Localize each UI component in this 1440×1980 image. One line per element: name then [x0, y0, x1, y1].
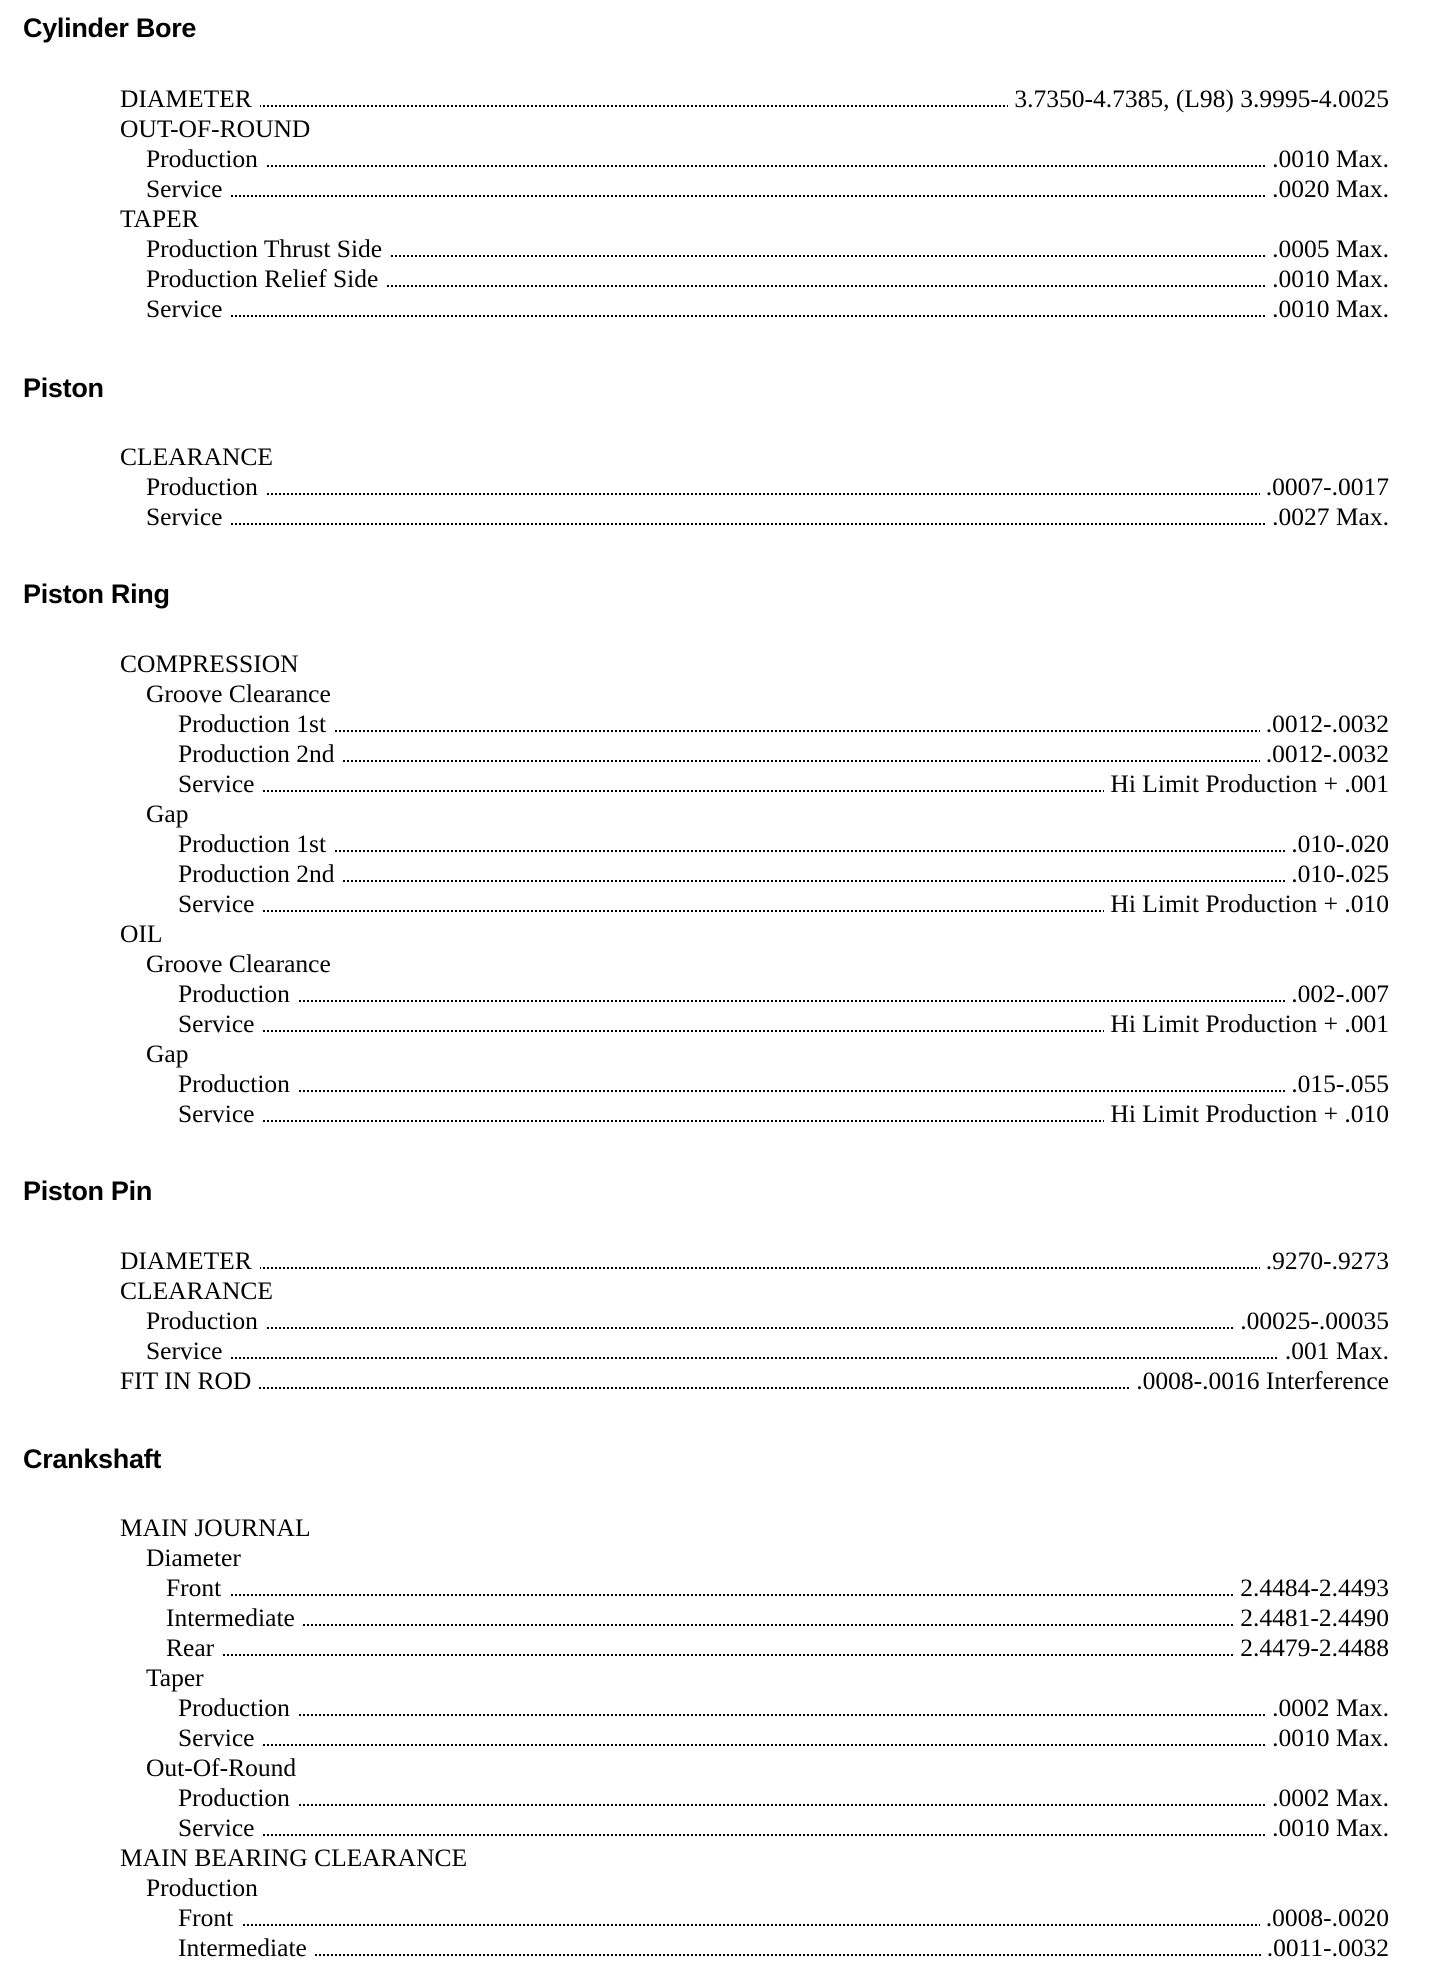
spec-row — [0, 1783, 1440, 1813]
dot-leader — [146, 523, 1389, 525]
spec-label: Groove Clearance — [146, 679, 331, 708]
section-heading: Piston Pin — [23, 1176, 153, 1206]
dot-leader — [178, 1000, 1389, 1002]
spec-value: .015-.055 — [1285, 1069, 1389, 1099]
dot-leader — [146, 315, 1389, 317]
spec-value: .0010 Max. — [1266, 144, 1389, 174]
spec-row — [0, 889, 1440, 919]
spec-label: Production — [178, 1693, 298, 1723]
spec-label: Service — [146, 502, 230, 532]
spec-label: Production — [178, 1069, 298, 1099]
spec-label: Production — [146, 472, 266, 502]
spec-label: CLEARANCE — [120, 1276, 273, 1305]
spec-label: Production 2nd — [178, 859, 343, 889]
spec-value: .0012-.0032 — [1260, 739, 1389, 769]
dot-leader — [178, 1714, 1389, 1716]
dot-leader — [120, 1267, 1389, 1269]
spec-row — [0, 859, 1440, 889]
spec-label: Gap — [146, 1039, 189, 1068]
spec-label: Production — [146, 1873, 258, 1902]
spec-label: Gap — [146, 799, 189, 828]
spec-label: CLEARANCE — [120, 442, 273, 471]
dot-leader — [178, 1834, 1389, 1836]
spec-subheading — [0, 1276, 1440, 1306]
spec-label: MAIN BEARING CLEARANCE — [120, 1843, 468, 1872]
spec-label: Service — [178, 1723, 262, 1753]
dot-leader — [178, 1654, 1389, 1656]
dot-leader — [146, 493, 1389, 495]
spec-label: OIL — [120, 919, 163, 948]
spec-label: MAIN JOURNAL — [120, 1513, 311, 1542]
dot-leader — [178, 1954, 1389, 1956]
spec-label: Production Thrust Side — [146, 234, 390, 264]
spec-value: .002-.007 — [1285, 979, 1389, 1009]
spec-label: Production — [146, 144, 266, 174]
spec-label: COMPRESSION — [120, 649, 299, 678]
spec-label: Service — [178, 1813, 262, 1843]
spec-row — [0, 84, 1440, 114]
spec-value: 2.4481-2.4490 — [1234, 1603, 1389, 1633]
spec-value: .001 Max. — [1279, 1336, 1389, 1366]
dot-leader — [146, 195, 1389, 197]
spec-row — [0, 1246, 1440, 1276]
spec-value: .0008-.0016 Interference — [1130, 1366, 1389, 1396]
spec-row — [0, 1693, 1440, 1723]
spec-value: .010-.020 — [1285, 829, 1389, 859]
spec-row — [0, 739, 1440, 769]
spec-value: .0007-.0017 — [1260, 472, 1389, 502]
spec-subheading — [0, 1543, 1440, 1573]
dot-leader — [146, 165, 1389, 167]
dot-leader — [178, 1090, 1389, 1092]
spec-subheading — [0, 1663, 1440, 1693]
spec-value: .0010 Max. — [1266, 294, 1389, 324]
spec-subheading — [0, 1039, 1440, 1069]
spec-row — [0, 1633, 1440, 1663]
section-heading: Cylinder Bore — [23, 13, 197, 43]
spec-label: Service — [146, 1336, 230, 1366]
spec-label: Production Relief Side — [146, 264, 386, 294]
spec-label: Service — [178, 1009, 262, 1039]
spec-label: TAPER — [120, 204, 199, 233]
spec-value: .0012-.0032 — [1260, 709, 1389, 739]
dot-leader — [146, 1357, 1389, 1359]
spec-row — [0, 1723, 1440, 1753]
dot-leader — [146, 1327, 1389, 1329]
spec-row — [0, 979, 1440, 1009]
spec-value: Hi Limit Production + .001 — [1104, 769, 1389, 799]
spec-value: 2.4479-2.4488 — [1234, 1633, 1389, 1663]
dot-leader — [178, 730, 1389, 732]
spec-value: .0010 Max. — [1266, 264, 1389, 294]
dot-leader — [178, 1804, 1389, 1806]
spec-value: .0010 Max. — [1266, 1723, 1389, 1753]
spec-row — [0, 234, 1440, 264]
spec-subheading — [0, 1513, 1440, 1543]
spec-value: Hi Limit Production + .010 — [1104, 889, 1389, 919]
spec-value: .0002 Max. — [1266, 1693, 1389, 1723]
spec-subheading — [0, 442, 1440, 472]
spec-value: .00025-.00035 — [1234, 1306, 1389, 1336]
spec-label: Out-Of-Round — [146, 1753, 297, 1782]
spec-subheading — [0, 949, 1440, 979]
spec-label: Production — [178, 1783, 298, 1813]
spec-row — [0, 1099, 1440, 1129]
spec-label: DIAMETER — [120, 84, 260, 114]
spec-label: Service — [146, 174, 230, 204]
spec-label: Groove Clearance — [146, 949, 331, 978]
spec-label: Service — [178, 1099, 262, 1129]
spec-value: Hi Limit Production + .001 — [1104, 1009, 1389, 1039]
spec-row — [0, 472, 1440, 502]
spec-value: .0010 Max. — [1266, 1813, 1389, 1843]
spec-value: .0027 Max. — [1266, 502, 1389, 532]
spec-label: Intermediate — [166, 1603, 303, 1633]
spec-row — [0, 1933, 1440, 1963]
spec-row — [0, 1009, 1440, 1039]
spec-row — [0, 769, 1440, 799]
spec-row — [0, 709, 1440, 739]
spec-subheading — [0, 799, 1440, 829]
spec-value: Hi Limit Production + .010 — [1104, 1099, 1389, 1129]
spec-row — [0, 264, 1440, 294]
spec-value: .010-.025 — [1285, 859, 1389, 889]
dot-leader — [178, 850, 1389, 852]
spec-value: 2.4484-2.4493 — [1234, 1573, 1389, 1603]
spec-label: Front — [166, 1573, 229, 1603]
spec-value: .0011-.0032 — [1261, 1933, 1389, 1963]
spec-row — [0, 502, 1440, 532]
spec-row — [0, 144, 1440, 174]
spec-label: Service — [178, 769, 262, 799]
spec-value: .0020 Max. — [1266, 174, 1389, 204]
spec-row — [0, 174, 1440, 204]
spec-row — [0, 1069, 1440, 1099]
spec-label: Service — [178, 889, 262, 919]
dot-leader — [178, 760, 1389, 762]
spec-subheading — [0, 114, 1440, 144]
dot-leader — [178, 1744, 1389, 1746]
spec-subheading — [0, 1753, 1440, 1783]
spec-subheading — [0, 919, 1440, 949]
spec-label: Production 1st — [178, 709, 334, 739]
spec-row — [0, 1336, 1440, 1366]
spec-value: 3.7350-4.7385, (L98) 3.9995-4.0025 — [1008, 84, 1389, 114]
spec-row — [0, 1603, 1440, 1633]
spec-value: .0005 Max. — [1266, 234, 1389, 264]
dot-leader — [178, 1624, 1389, 1626]
dot-leader — [178, 1924, 1389, 1926]
spec-label: Rear — [166, 1633, 222, 1663]
spec-value: .0002 Max. — [1266, 1783, 1389, 1813]
spec-label: Diameter — [146, 1543, 241, 1572]
spec-subheading — [0, 649, 1440, 679]
section-heading: Piston — [23, 373, 104, 403]
spec-label: Taper — [146, 1663, 204, 1692]
spec-label: Service — [146, 294, 230, 324]
spec-label: DIAMETER — [120, 1246, 260, 1276]
spec-label: Production — [146, 1306, 266, 1336]
spec-row — [0, 1573, 1440, 1603]
spec-subheading — [0, 679, 1440, 709]
spec-row — [0, 1306, 1440, 1336]
spec-row — [0, 1813, 1440, 1843]
section-heading: Piston Ring — [23, 579, 170, 609]
spec-subheading — [0, 1873, 1440, 1903]
dot-leader — [178, 880, 1389, 882]
spec-row — [0, 294, 1440, 324]
spec-value: .9270-.9273 — [1260, 1246, 1389, 1276]
spec-value: .0008-.0020 — [1260, 1903, 1389, 1933]
spec-label: Production 2nd — [178, 739, 343, 769]
spec-label: Production — [178, 979, 298, 1009]
spec-subheading — [0, 204, 1440, 234]
spec-label: OUT-OF-ROUND — [120, 114, 311, 143]
spec-label: Production 1st — [178, 829, 334, 859]
section-heading: Crankshaft — [23, 1444, 162, 1474]
spec-subheading — [0, 1843, 1440, 1873]
spec-row — [0, 1366, 1440, 1396]
dot-leader — [178, 1594, 1389, 1596]
spec-row — [0, 829, 1440, 859]
spec-label: FIT IN ROD — [120, 1366, 259, 1396]
spec-label: Front — [178, 1903, 241, 1933]
spec-row — [0, 1903, 1440, 1933]
spec-label: Intermediate — [178, 1933, 315, 1963]
